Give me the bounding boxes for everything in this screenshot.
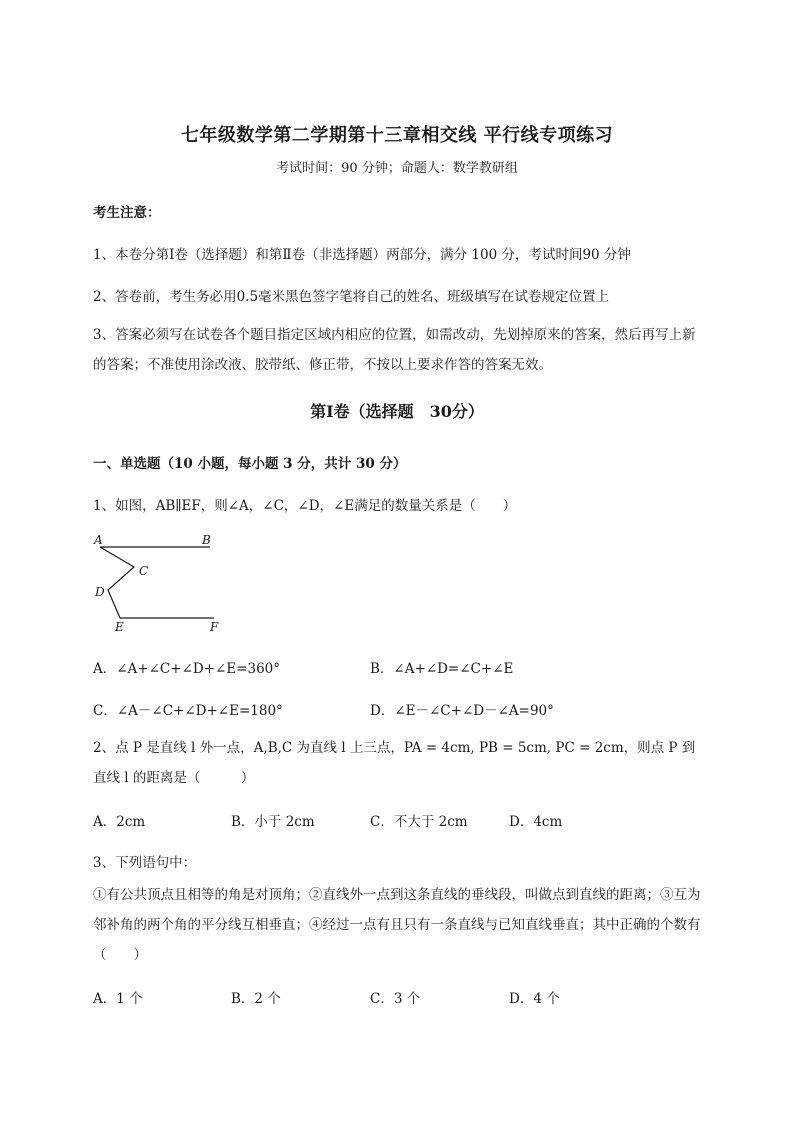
part-heading: 一、单选题（10 小题，每小题 3 分，共计 30 分） [93, 456, 407, 472]
notice-item: 3、答案必须写在试卷各个题目指定区域内相应的位置，如需改动，先划掉原来的答案，然后再写上新的答案；不准使用涂改液、胶带纸、修正带，不按以上要求作答的答案无效。 [93, 327, 696, 373]
option-d[interactable]: D．∠E－∠C+∠D－∠A=90° [370, 703, 554, 719]
question-1-stem: 1、如图，AB∥EF，则∠A，∠C，∠D，∠E满足的数量关系是（ ） [93, 498, 517, 514]
option-b[interactable]: B．∠A+∠D=∠C+∠E [370, 661, 514, 677]
notice-heading: 考生注意： [93, 205, 161, 221]
label-b: B [202, 533, 211, 547]
notice-item: 2、答卷前，考生务必用0.5毫米黑色签字笔将自己的姓名、班级填写在试卷规定位置上 [93, 289, 610, 305]
label-f: F [210, 620, 219, 634]
exam-info: 考试时间：90 分钟；命题人：数学教研组 [276, 161, 518, 176]
option-a[interactable]: A．2cm [93, 814, 146, 830]
option-c[interactable]: C．∠A－∠C+∠D+∠E=180° [93, 703, 283, 719]
label-a: A [94, 533, 103, 547]
question-2-stem: 2、点 P 是直线 l 外一点，A,B,C 为直线 l 上三点，PA = 4cm, PB = 5cm, PC = 2cm，则点 P 到直线 l 的距离是（ ） [93, 740, 696, 786]
option-a[interactable]: A．∠A+∠C+∠D+∠E=360° [93, 661, 281, 677]
question-3-body: ①有公共顶点且相等的角是对顶角；②直线外一点到这条直线的垂线段，叫做点到直线的距离；③互为邻补角的两个角的平分线互相垂直；④经过一点有且只有一条直线与已知直线垂直；其中正确的个数有（ ） [93, 887, 701, 963]
option-d[interactable]: D．4 个 [509, 991, 560, 1007]
question-1-figure [88, 530, 238, 640]
option-b[interactable]: B．小于 2cm [231, 814, 315, 830]
label-e: E [115, 620, 124, 634]
option-b[interactable]: B．2 个 [231, 991, 281, 1007]
notice-item: 1、本卷分第Ⅰ卷（选择题）和第Ⅱ卷（非选择题）两部分，满分 100 分，考试时间90 分钟 [93, 247, 631, 263]
bent-path [100, 547, 134, 618]
question-3-stem: 3、下列语句中： [93, 855, 197, 871]
option-a[interactable]: A．1 个 [93, 991, 143, 1007]
option-c[interactable]: C．3 个 [370, 991, 421, 1007]
option-d[interactable]: D．4cm [509, 814, 563, 830]
option-c[interactable]: C．不大于 2cm [370, 814, 468, 830]
section-title: 第Ⅰ卷（选择题 30分） [310, 402, 484, 421]
label-d: D [95, 585, 105, 599]
label-c: C [139, 564, 149, 578]
page-title: 七年级数学第二学期第十三章相交线 平行线专项练习 [180, 125, 614, 146]
